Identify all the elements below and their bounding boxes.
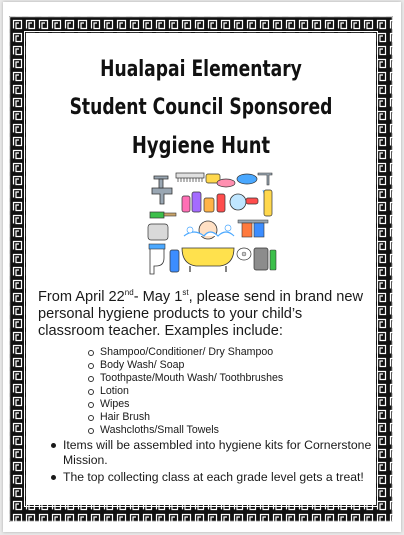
list-item: Hair Brush [87,411,367,424]
flyer-page [3,2,401,532]
greek-key-border [9,16,393,522]
list-item: The top collecting class at each grade level gets a treat! [50,470,372,485]
list-item: Washcloths/Small Towels [87,424,367,437]
list-item: Wipes [87,398,367,411]
intro-text-start: From April 22 [38,289,125,305]
list-item: Toothpaste/Mouth Wash/ Toothbrushes [87,372,367,385]
notes-list [50,438,372,488]
school-name: Hualapai Elementary [100,57,302,82]
sponsor-line: Student Council Sponsored [69,95,333,120]
list-item: Body Wash/ Soap [87,359,367,372]
event-title: Hygiene Hunt [131,133,271,159]
flyer-content [26,33,376,505]
intro-suffix-st: st [182,288,189,298]
examples-list [87,346,367,437]
intro-paragraph [38,289,372,340]
hygiene-products-clipart-icon [146,170,277,279]
intro-suffix-nd: nd [124,288,134,298]
list-item: Shampoo/Conditioner/ Dry Shampoo [87,346,367,359]
intro-text-middle: - May 1 [133,289,183,305]
intro-text-end: , please send in brand new personal hygiene products to your child’s classroom teacher. Examples include: [38,289,364,339]
list-item: Lotion [87,385,367,398]
list-item: Items will be assembled into hygiene kits for Cornerstone Mission. [50,438,372,467]
